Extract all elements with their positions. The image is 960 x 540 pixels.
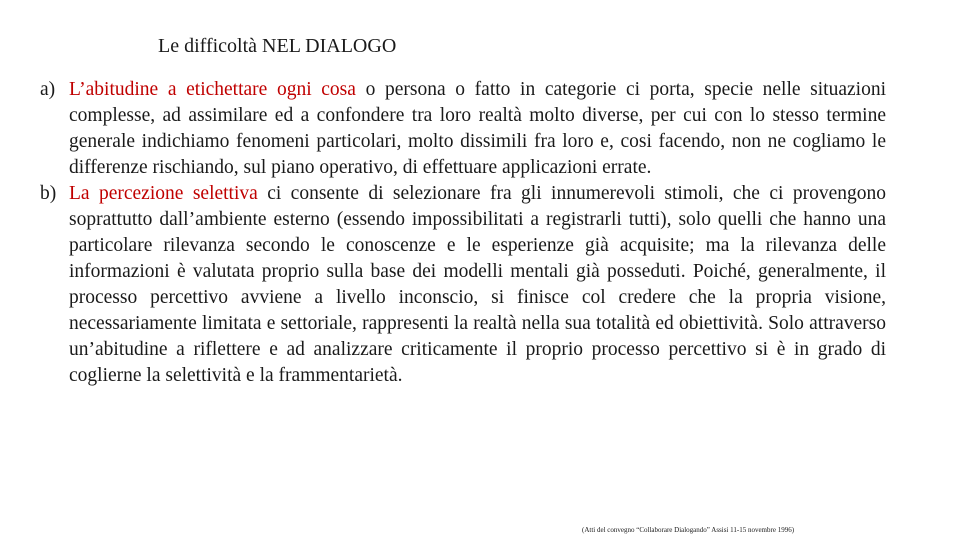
list-marker: a): [40, 79, 56, 100]
highlighted-phrase: L’abitudine a etichettare ogni cosa: [69, 79, 356, 100]
paragraph-text: o persona o fatto in categorie ci porta, specie nelle situazioni complesse, ad assimilare ed a confondere tra loro realtà molto diverse, per cui con lo stesso termine generale indichiamo fenomeni particolari, molto dissimili fra loro e, cosi facendo, non ne cogliamo le differenze rischiando, sul piano operativo, di effettuare applicazioni errate.: [69, 79, 886, 178]
paragraph-text: ci consente di selezionare fra gli innumerevoli stimoli, che ci provengono soprattutto dall’ambiente esterno (essendo impossibilitati a registrarli tutti), solo quelli che hanno una particolare rilevanza secondo le conoscenze e le esperienze già acquisite; ma la rilevanza delle informazioni è valutata proprio sulla base dei modelli mentali già posseduti. Poiché, generalmente, il processo percettivo avviene a livello inconscio, si finisce col credere che la propria visione, necessariamente limitata e settoriale, rappresenti la realtà nella sua totalità ed obiettività. Solo attraverso un’abitudine a riflettere e ad analizzare criticamente il proprio processo percettivo si è in grado di coglierne la selettività e la frammentarietà.: [69, 183, 886, 386]
content-list: [40, 77, 886, 389]
list-item-b: [40, 181, 886, 389]
list-item-a: [40, 77, 886, 181]
highlighted-phrase: La percezione selettiva: [69, 183, 258, 204]
source-footnote: (Atti del convegno “Collaborare Dialogando” Assisi 11-15 novembre 1996): [582, 526, 795, 534]
slide-title: Le difficoltà NEL DIALOGO: [158, 35, 397, 57]
list-marker: b): [40, 183, 57, 204]
